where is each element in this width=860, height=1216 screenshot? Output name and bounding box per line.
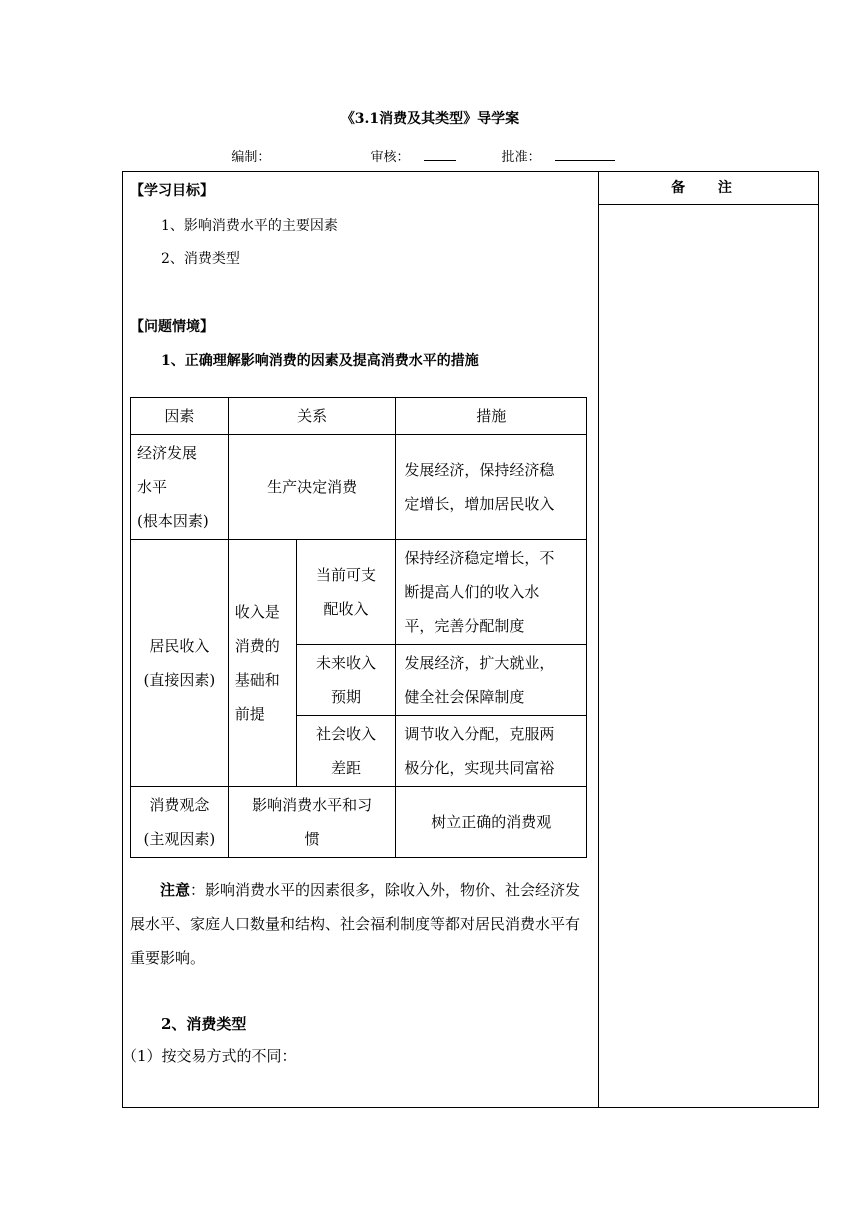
note-text: ：影响消费水平的因素很多，除收入外，物价、社会经济发展水平、家庭人口数量和结构、社会福利制度等都对居民消费水平有重要影响。: [130, 881, 581, 967]
text-line: (主观因素): [143, 830, 216, 848]
section2-sub1: （1）按交易方式的不同：: [122, 1047, 297, 1065]
objectives-heading: 【学习目标】: [130, 183, 214, 199]
situation-heading: 【问题情境】: [130, 319, 214, 335]
table-row: [131, 540, 587, 645]
text-line: 收入是: [234, 603, 280, 621]
text-line: 发展经济，保持经济稳: [404, 461, 555, 479]
text-line: 调节收入分配，克服两: [404, 725, 555, 743]
header-measure: 措施: [396, 398, 587, 435]
relation-cell: [228, 540, 296, 787]
measure-cell: [396, 540, 587, 645]
text-line: 前提: [234, 705, 265, 723]
reviewer-label: 审核：: [370, 150, 410, 165]
note-paragraph: [130, 873, 592, 975]
text-line: 基础和: [234, 671, 280, 689]
text-line: 健全社会保障制度: [404, 688, 525, 706]
meta-line: [0, 146, 860, 165]
relation-cell: 生产决定消费: [228, 435, 396, 540]
approver-label: 批准：: [501, 150, 541, 165]
table-row: [131, 787, 587, 858]
editor-blank: [284, 147, 324, 161]
factors-table: [130, 397, 587, 858]
text-line: 配收入: [323, 600, 369, 618]
section2-heading: 2、消费类型: [161, 1015, 247, 1033]
text-line: 水平: [137, 478, 168, 496]
sub-factor-cell: [296, 716, 396, 787]
text-line: 极分化，实现共同富裕: [404, 759, 555, 777]
table-row: [131, 435, 587, 540]
document-title: 《3.1消费及其类型》导学案: [340, 111, 520, 127]
measure-cell: 树立正确的消费观: [396, 787, 587, 858]
question-1: 1、正确理解影响消费的因素及提高消费水平的措施: [161, 353, 479, 369]
objective-item: 1、影响消费水平的主要因素: [161, 218, 338, 234]
text-line: 当前可支: [316, 566, 377, 584]
approver-field: [502, 150, 629, 165]
text-line: 社会收入: [316, 725, 377, 743]
sub-factor-cell: [296, 540, 396, 645]
note-label: 注意: [160, 881, 191, 899]
reviewer-blank: [424, 146, 456, 161]
reviewer-field: [370, 150, 469, 165]
text-line: 差距: [331, 759, 362, 777]
text-line: 定增长，增加居民收入: [404, 495, 555, 513]
editor-label: 编制：: [231, 150, 271, 165]
text-line: 平，完善分配制度: [404, 617, 525, 635]
measure-cell: [396, 645, 587, 716]
header-factor: 因素: [131, 398, 229, 435]
measure-cell: [396, 716, 587, 787]
notes-header: 备 注: [599, 172, 818, 205]
objective-item: 2、消费类型: [161, 251, 240, 267]
text-line: 消费观念: [149, 796, 210, 814]
text-line: (根本因素): [137, 512, 209, 530]
text-line: 未来收入: [316, 654, 377, 672]
factor-cell: [131, 540, 229, 787]
text-line: 影响消费水平和习: [252, 796, 373, 814]
text-line: 居民收入: [149, 637, 210, 655]
text-line: 经济发展: [137, 444, 198, 462]
factor-cell: [131, 787, 229, 858]
text-line: 保持经济稳定增长，不: [404, 549, 555, 567]
text-line: 发展经济，扩大就业，: [404, 654, 555, 672]
text-line: 惯: [304, 830, 320, 848]
text-line: (直接因素): [143, 671, 216, 689]
approver-blank: [555, 146, 615, 161]
factor-cell: [131, 435, 229, 540]
sub-factor-cell: [296, 645, 396, 716]
column-divider: [598, 172, 599, 1107]
editor-field: [231, 150, 338, 165]
relation-cell: [228, 787, 396, 858]
text-line: 消费的: [234, 637, 280, 655]
table-header-row: [131, 398, 587, 435]
header-relation: 关系: [228, 398, 396, 435]
measure-cell: [396, 435, 587, 540]
text-line: 断提高人们的收入水: [404, 583, 540, 601]
text-line: 预期: [331, 688, 362, 706]
